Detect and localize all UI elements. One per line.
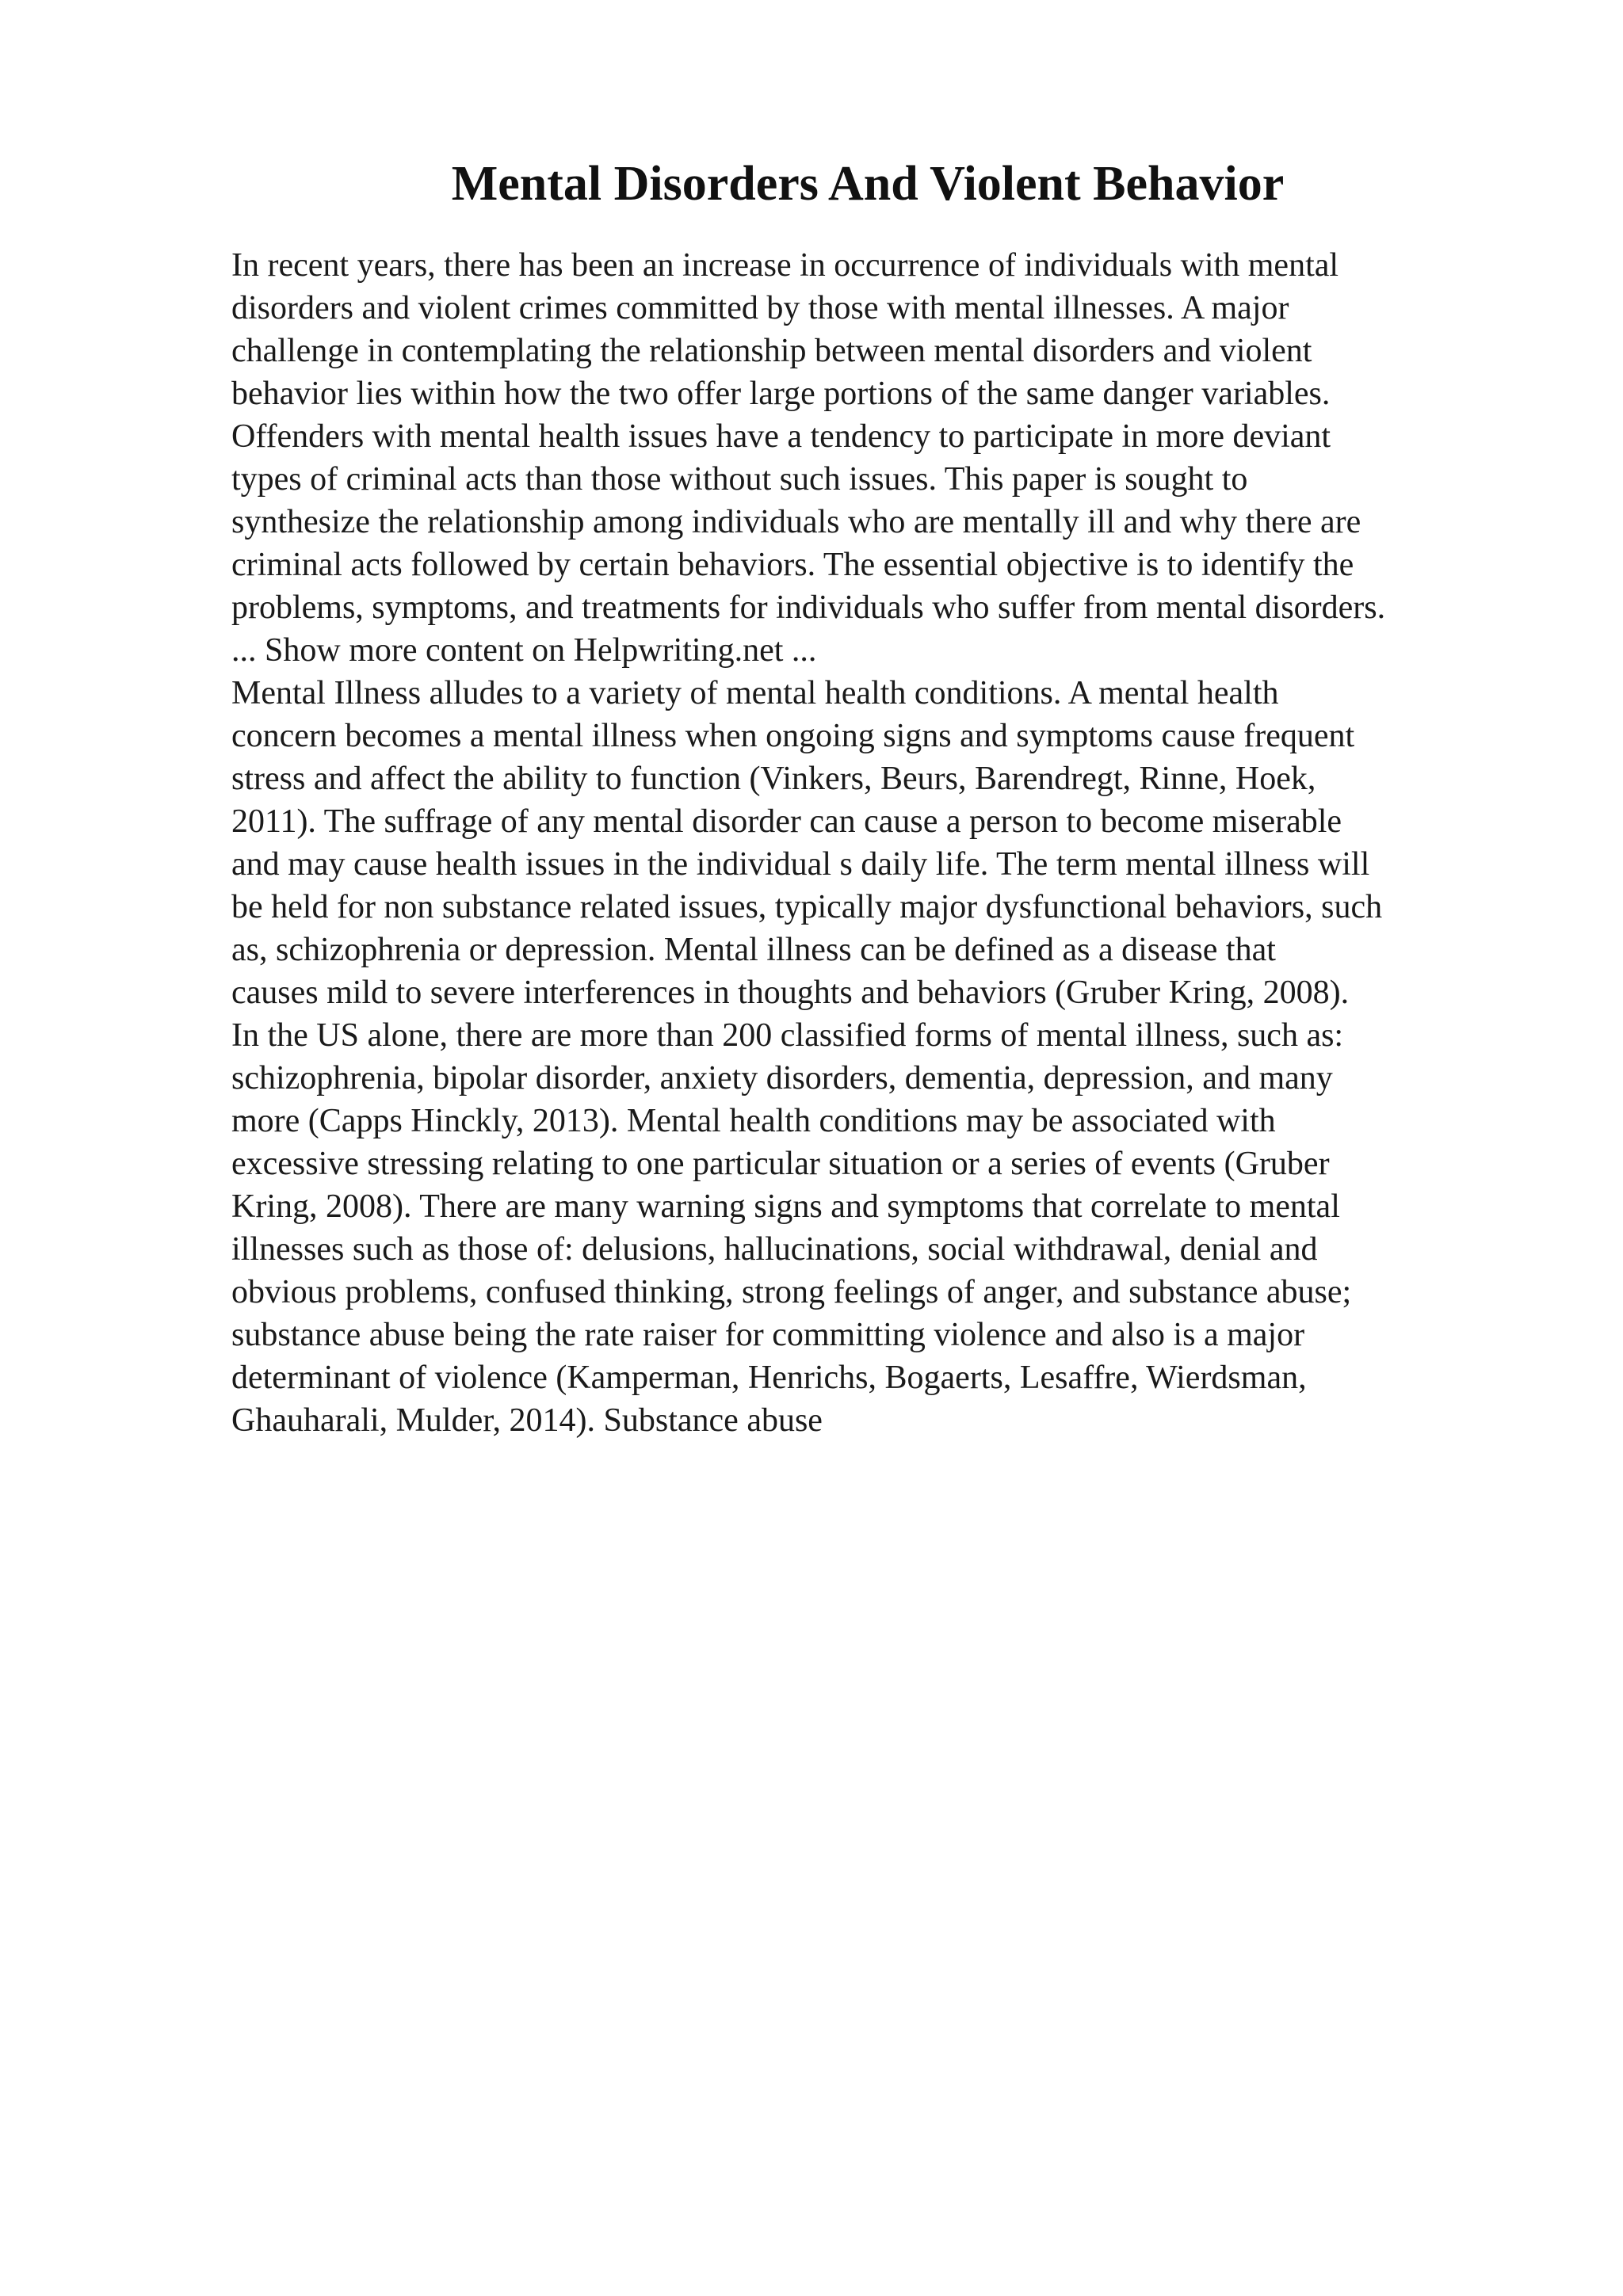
body-line: Ghauharali, Mulder, 2014). Substance abuse [231,1402,823,1439]
body-line: 2011). The suffrage of any mental disorder can cause a person to become miserable [231,803,1342,840]
body-line: be held for non substance related issues, typically major dysfunctional behaviors, such [231,889,1383,925]
body-line: types of criminal acts than those without such issues. This paper is sought to [231,461,1248,498]
body-line: behavior lies within how the two offer large portions of the same danger variables. [231,376,1331,412]
body-line: more (Capps Hinckly, 2013). Mental health conditions may be associated with [231,1103,1276,1139]
body-line: criminal acts followed by certain behaviors. The essential objective is to identify the [231,547,1354,583]
document-body [231,244,1531,1442]
body-line: determinant of violence (Kamperman, Henrichs, Bogaerts, Lesaffre, Wierdsman, [231,1360,1307,1396]
body-line: and may cause health issues in the individual s daily life. The term mental illness will [231,846,1370,883]
body-line: obvious problems, confused thinking, strong feelings of anger, and substance abuse; [231,1274,1352,1310]
show-more-link[interactable]: ... Show more content on Helpwriting.net ... [231,632,817,669]
body-line: illnesses such as those of: delusions, hallucinations, social withdrawal, denial and [231,1231,1318,1268]
body-line: In the US alone, there are more than 200 classified forms of mental illness, such as: [231,1017,1344,1054]
body-line: substance abuse being the rate raiser for committing violence and also is a major [231,1317,1305,1353]
body-line: concern becomes a mental illness when ongoing signs and symptoms cause frequent [231,718,1355,754]
body-line: Mental Illness alludes to a variety of mental health conditions. A mental health [231,675,1279,711]
body-line: synthesize the relationship among individuals who are mentally ill and why there are [231,504,1361,540]
body-line: challenge in contemplating the relationship between mental disorders and violent [231,333,1312,369]
document-title: Mental Disorders And Violent Behavior [451,157,1285,211]
body-line: as, schizophrenia or depression. Mental illness can be defined as a disease that [231,932,1276,968]
body-line: stress and affect the ability to function (Vinkers, Beurs, Barendregt, Rinne, Hoek, [231,761,1316,797]
body-line: problems, symptoms, and treatments for individuals who suffer from mental disorders. [231,589,1386,626]
body-line: disorders and violent crimes committed by those with mental illnesses. A major [231,290,1289,326]
body-line: Kring, 2008). There are many warning signs and symptoms that correlate to mental [231,1188,1340,1225]
body-line: excessive stressing relating to one particular situation or a series of events (Gruber [231,1146,1330,1182]
body-line: schizophrenia, bipolar disorder, anxiety disorders, dementia, depression, and many [231,1060,1333,1097]
body-line: In recent years, there has been an increase in occurrence of individuals with mental [231,247,1339,284]
body-line: Offenders with mental health issues have a tendency to participate in more deviant [231,418,1331,455]
body-line: causes mild to severe interferences in thoughts and behaviors (Gruber Kring, 2008). [231,974,1350,1011]
